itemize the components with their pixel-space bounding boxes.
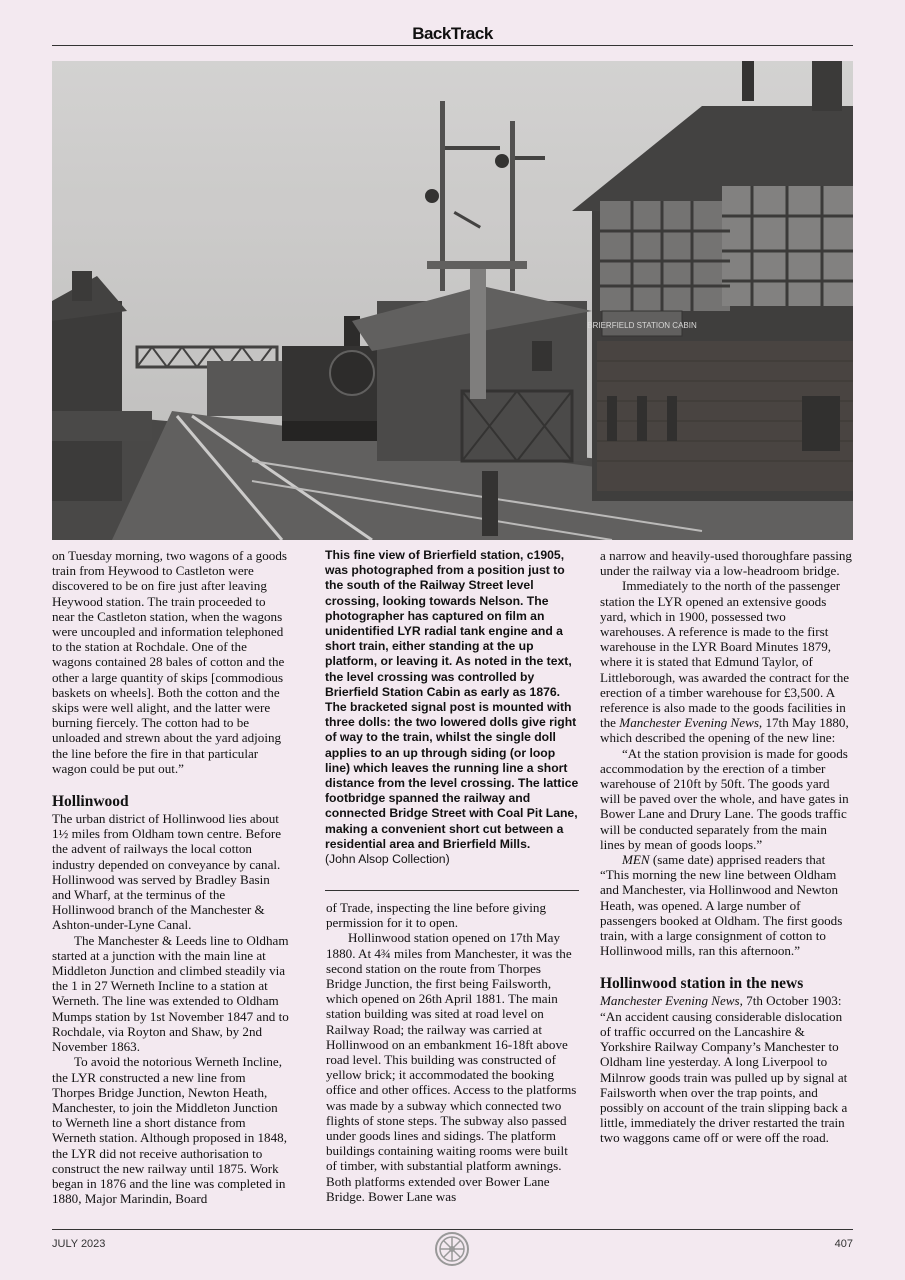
col1-paragraph: To avoid the notorious Werneth Incline, the LYR constructed a new line from Thorpes Bridge Junction, Newton Heath, Manchester, to join the Middleton Junction to Werneth line a short distance from Werneth station. Although proposed in 1848, the LYR did not receive authorisation to construct the new railway until 1875. Work began in 1876 and the line was completed in 1880, Major Marindin, Board bbox=[52, 1054, 287, 1207]
column-1 bbox=[52, 548, 290, 1206]
photo-illustration bbox=[52, 61, 853, 540]
col3-paragraph: Manchester Evening News, 7th October 1903: “An accident causing considerable dislocation of traffic occurred on the Lancashire & Yorkshire Railway Company’s Manchester to Oldham line yesterday. A long Liverpool to Milnrow goods train was pulled up by signal at Failsworth when over the trap points, and possibly on account of the train slipping back a little, immediately the driver restarted the train two waggons came off or were off the road. bbox=[600, 993, 848, 1146]
col3-quote: “At the station provision is made for goods accommodation by the erection of a timber warehouse of 210ft by 50ft. The goods yard will be paved over the whole, and have gates in Bower Lane and Drury Lane. The goods traffic will be conducted separately from the main lines by mean of goods loops.” bbox=[600, 745, 849, 852]
col3-paragraph: MEN (same date) apprised readers that “This morning the new line between Oldham and Manchester, via Hollinwood and Newton Heath, was opened. A large number of passengers booked at Oldham. The first goods train, with a large consignment of cotton to Hollinwood mills, ran this afternoon.” bbox=[600, 852, 843, 959]
caption-credit: (John Alsop Collection) bbox=[325, 852, 450, 867]
masthead: BackTrack bbox=[412, 24, 493, 43]
col1-paragraph: The Manchester & Leeds line to Oldham started at a junction with the main line at Middleton Junction and climbed steadily via the 1 in 27 Werneth Incline to a station at Werneth. The line was extended to Oldham Mumps station by 1st November 1847 and to Rochdale, via Royton and Shaw, by 2nd November 1863. bbox=[52, 932, 289, 1055]
col1-paragraph: The urban district of Hollinwood lies about 1½ miles from Oldham town centre. Before the advent of railways the local cotton industry depended on conveyance by canal. Hollinwood was served by Bradley Basin and Wharf, at the terminus of the Hollinwood branch of the Manchester & Ashton-under-Lyne Canal. bbox=[52, 811, 282, 933]
top-rule bbox=[52, 45, 853, 46]
col2-paragraph: of Trade, inspecting the line before giving permission for it to open. bbox=[326, 900, 547, 931]
column-2 bbox=[326, 900, 578, 1204]
col2-paragraph: Hollinwood station opened on 17th May 1880. At 4¾ miles from Manchester, it was the second station on the route from Thorpes Bridge Junction, the first being Failsworth, which opened on 26th April 1881. The main station building was sited at road level on Railway Road; the railway was carried at Hollinwood on an embankment 16-18ft above road level. This building was constructed of yellow brick; it accommodated the booking office and other offices. Access to the platforms was made by a subway which connected two flights of stone steps. The subway also passed under goods lines and sidings. The platform buildings containing waiting rooms were built of timber, with substantial platform awnings. Both platforms extended over Bower Lane Bridge. Bower Lane was bbox=[326, 930, 577, 1204]
footer-date: JULY 2023 bbox=[52, 1238, 106, 1250]
col3-paragraph: Immediately to the north of the passenger station the LYR opened an extensive goods yard, which in 1900, possessed two warehouses. A reference is made to the first warehouse in the LYR Board Minutes 1879, where it is stated that Edmund Taylor, of Littleborough, was awarded the contract for the erection of a timber warehouse for £3,500. A reference is also made to the goods facilities in the Manchester Evening News, 17th May 1880, which described the opening of the new line: bbox=[600, 578, 850, 746]
station-photo bbox=[52, 61, 853, 540]
column-3 bbox=[600, 548, 853, 1146]
page-number: 407 bbox=[834, 1238, 853, 1250]
bottom-rule bbox=[52, 1229, 853, 1230]
caption-rule bbox=[325, 890, 579, 891]
col1-paragraph: on Tuesday morning, two wagons of a goods train from Heywood to Castleton were discovered to be on fire just after leaving Heywood station. The train proceeded to near the Castleton station, when the wagons were uncoupled and information telephoned to the station at Rochdale. One of the wagons contained 28 bales of cotton and the other a large quantity of skips [commodious baskets on wheels]. Both the cotton and the skips were well alight, and the latter were burning fiercely. The cotton had to be unloaded and strewn about the yard adjoing the line before the fire in that particular wagon could be put out.” bbox=[52, 548, 287, 776]
photo-caption bbox=[325, 548, 579, 867]
section-heading-hollinwood: Hollinwood bbox=[52, 793, 129, 811]
caption-text: This fine view of Brierfield station, c1905, was photographed from a position just to the south of the Railway Street level crossing, looking towards Nelson. The photographer has captured on film an unidentified LYR radial tank engine and a short train, either standing at the up platform, or leaving it. As noted in the text, the level crossing was controlled by Brierfield Station Cabin as early as 1876. The bracketed signal post is mounted with three dolls: the two lowered dolls give right of way to the train, whilst the single doll applies to an up through siding (or loop line) which leaves the running line a short distance from the level crossing. The lattice footbridge spanned the railway and connected Bridge Street with Coal Pit Lane, making a convenient short cut between a residential area and Brierfield Mills. bbox=[325, 548, 579, 851]
wheel-icon bbox=[434, 1231, 470, 1267]
station-cabin-sign: BRIERFIELD STATION CABIN bbox=[587, 321, 697, 330]
col3-paragraph: a narrow and heavily-used thoroughfare passing under the railway via a low-headroom bridge. bbox=[600, 548, 852, 579]
section-heading-news: Hollinwood station in the news bbox=[600, 975, 804, 993]
